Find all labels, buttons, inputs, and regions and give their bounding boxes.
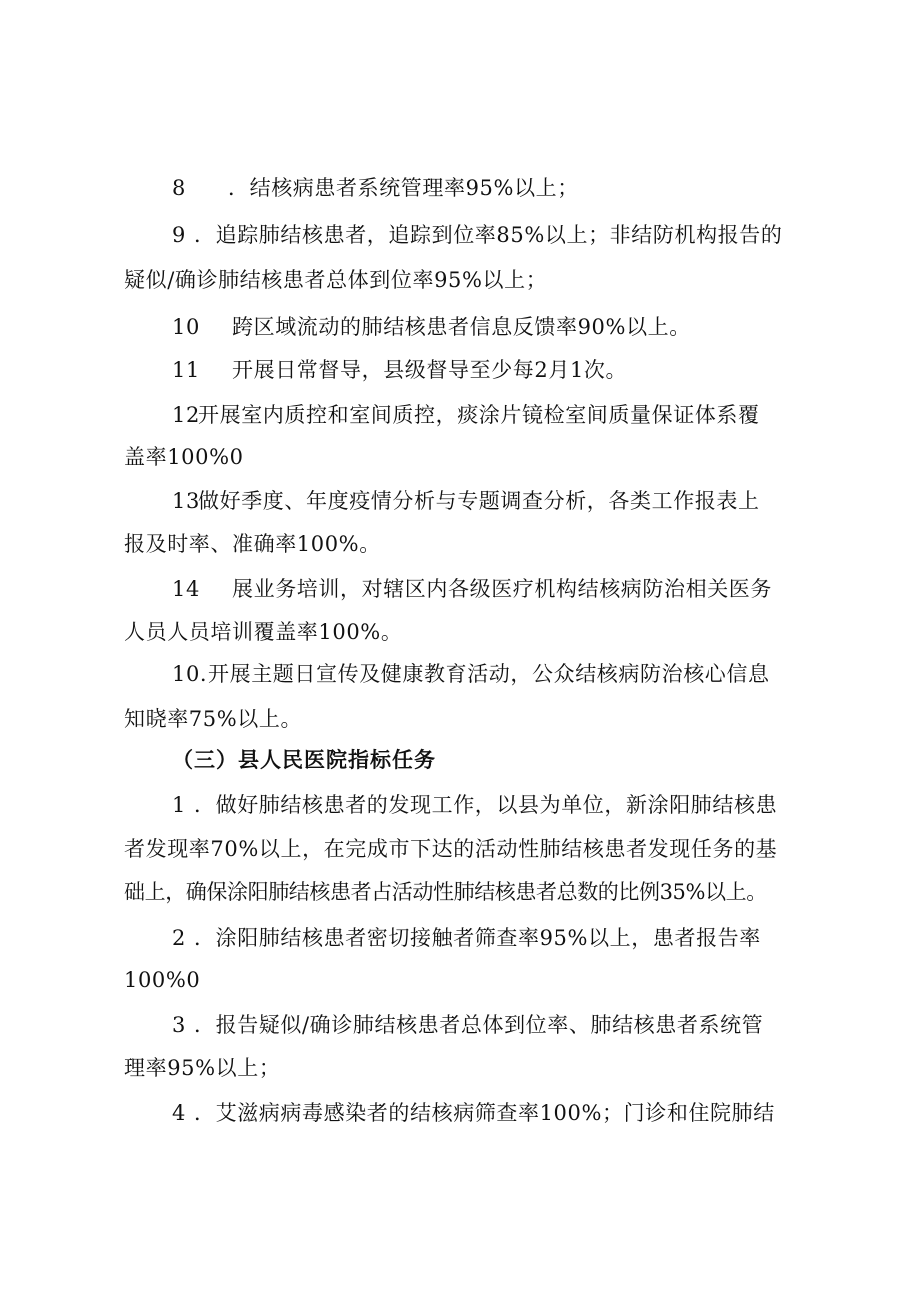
item-text: 跨区域流动的肺结核患者信息反馈率90%以上。 xyxy=(232,315,691,339)
item-text: 开展室内质控和室间质控，痰涂片镜检室间质量保证体系覆 xyxy=(198,403,760,427)
list-item-10 xyxy=(172,313,691,341)
item-number: 10 xyxy=(172,315,200,339)
item-number: 12 xyxy=(172,403,200,427)
item-number: 9 xyxy=(172,223,186,247)
item-number: 1 xyxy=(172,793,186,817)
section-item-3 xyxy=(172,1011,763,1039)
section-item-1-continuation-2: 础上，确保涂阳肺结核患者占活动性肺结核患者总数的比例35%以上。 xyxy=(124,880,767,904)
section-item-3-continuation: 理率95%以上； xyxy=(124,1056,281,1080)
item-text: ．结核病患者系统管理率95%以上； xyxy=(228,176,579,200)
item-text: 做好季度、年度疫情分析与专题调查分析，各类工作报表上 xyxy=(198,489,760,513)
section-heading: （三）县人民医院指标任务 xyxy=(172,748,436,772)
section-item-2-continuation: 100%0 xyxy=(124,968,201,992)
list-item-8 xyxy=(172,174,579,202)
list-item-10-publicity xyxy=(172,660,770,688)
list-item-13 xyxy=(172,487,760,515)
list-item-11 xyxy=(172,356,627,384)
item-text: ．艾滋病病毒感染者的结核病筛查率100%；门诊和住院肺结 xyxy=(194,1101,775,1125)
section-item-1-continuation-1: 者发现率70%以上，在完成市下达的活动性肺结核患者发现任务的基 xyxy=(124,837,778,861)
item-number: 10. xyxy=(172,662,208,686)
list-item-14 xyxy=(172,575,772,603)
item-number: 2 xyxy=(172,926,186,950)
section-item-1 xyxy=(172,791,777,819)
item-text: 展业务培训，对辖区内各级医疗机构结核病防治相关医务 xyxy=(232,577,772,601)
section-item-4 xyxy=(172,1099,775,1127)
item-text: 开展主题日宣传及健康教育活动，公众结核病防治核心信息 xyxy=(208,662,770,686)
section-item-2 xyxy=(172,924,761,952)
item-13-continuation: 报及时率、准确率100%。 xyxy=(124,532,381,556)
item-text: ．追踪肺结核患者，追踪到位率85%以上；非结防机构报告的 xyxy=(194,223,783,247)
item-number: 8 xyxy=(172,176,186,200)
item-number: 11 xyxy=(172,358,200,382)
item-12-continuation: 盖率100%0 xyxy=(124,445,244,469)
item-14-continuation: 人员人员培训覆盖率100%。 xyxy=(124,620,403,644)
item-number: 3 xyxy=(172,1013,186,1037)
item-text: ．报告疑似/确诊肺结核患者总体到位率、肺结核患者系统管 xyxy=(194,1013,764,1037)
item-number: 4 xyxy=(172,1101,186,1125)
list-item-9 xyxy=(172,221,782,249)
item-number: 13 xyxy=(172,489,200,513)
item-10-publicity-continuation: 知晓率75%以上。 xyxy=(124,707,303,731)
item-text: ．做好肺结核患者的发现工作，以县为单位，新涂阳肺结核患 xyxy=(194,793,778,817)
item-9-continuation: 疑似/确诊肺结核患者总体到位率95%以上； xyxy=(124,268,548,292)
list-item-12 xyxy=(172,401,760,429)
item-number: 14 xyxy=(172,577,200,601)
item-text: ．涂阳肺结核患者密切接触者筛查率95%以上，患者报告率 xyxy=(194,926,761,950)
item-text: 开展日常督导，县级督导至少每2月1次。 xyxy=(232,358,628,382)
